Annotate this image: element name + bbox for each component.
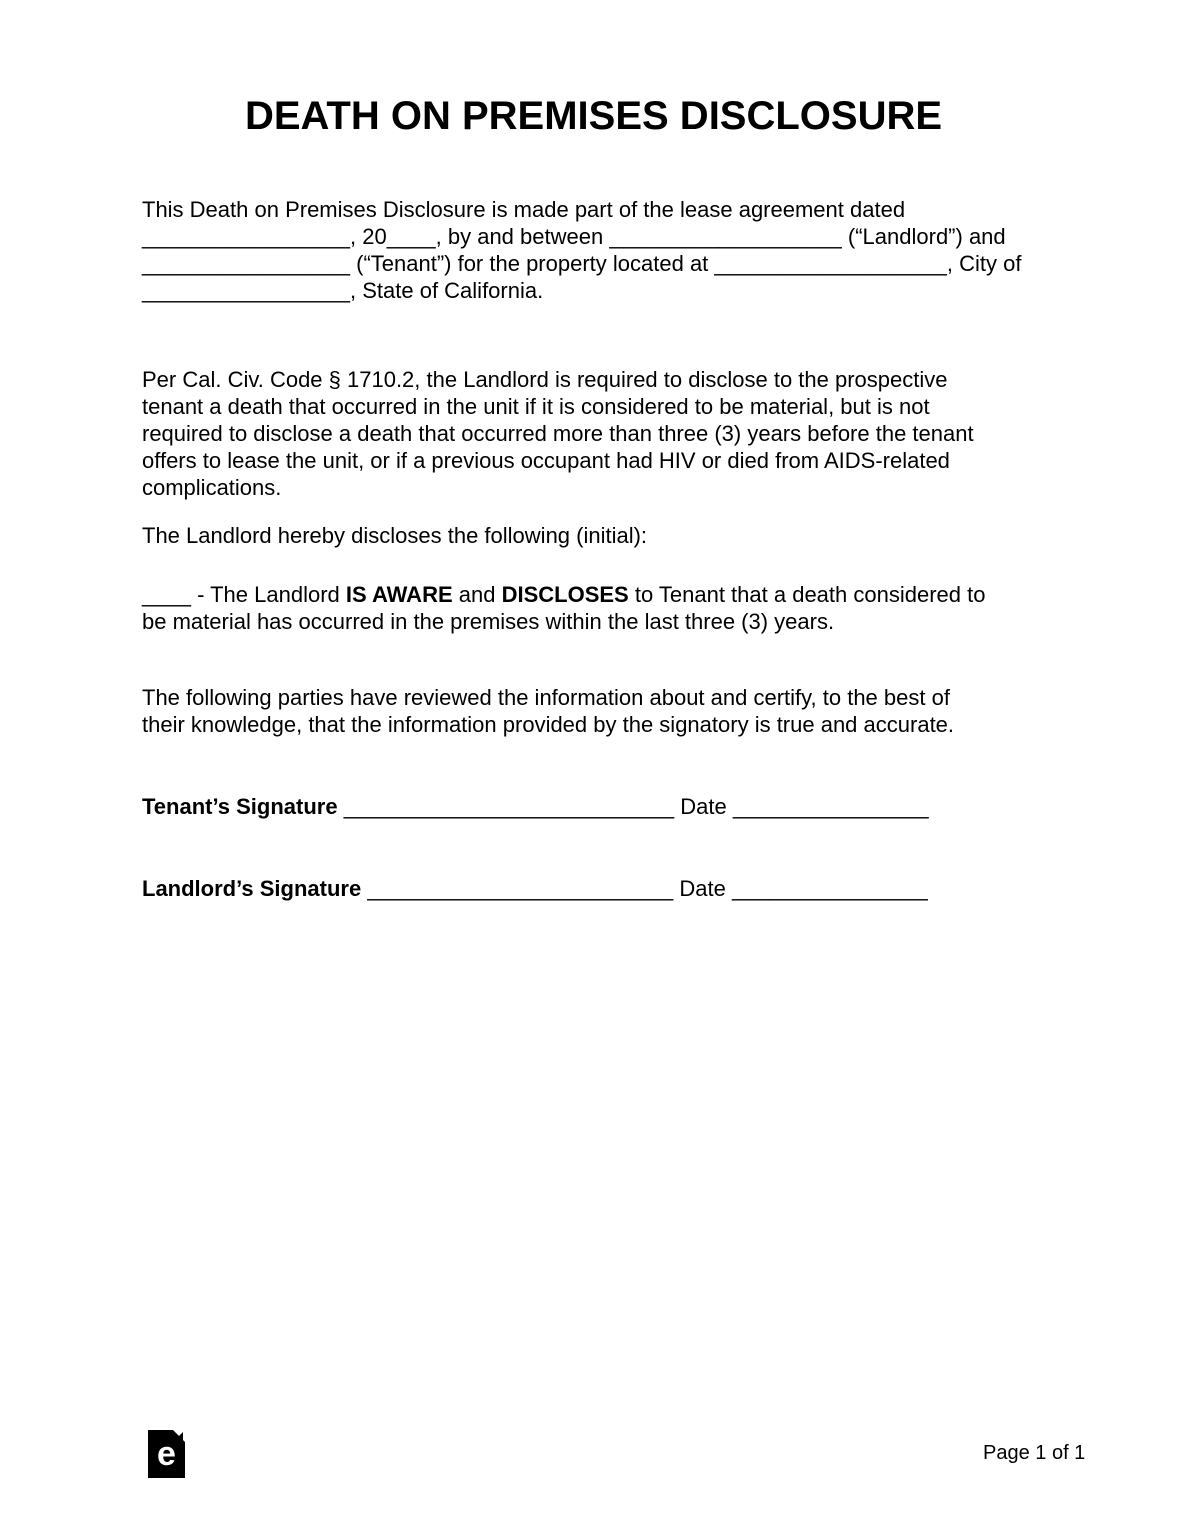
text-line [142, 793, 1082, 820]
tenant-signature-row [142, 793, 1082, 820]
clause-text-bold: DISCLOSES [501, 582, 629, 607]
landlord-signature-label: Landlord’s Signature [142, 876, 362, 901]
landlord-signature-field[interactable]: _________________________ [367, 876, 674, 901]
text-line: required to disclose a death that occurred more than three (3) years before the tenant [142, 421, 974, 446]
text-line: their knowledge, that the information provided by the signatory is true and accurate. [142, 712, 955, 737]
document-title: DEATH ON PREMISES DISCLOSURE [244, 94, 943, 138]
text-line: _________________, 20____, by and between ___________________ (“Landlord”) and [142, 224, 1006, 249]
landlord-date-label: Date [679, 876, 726, 901]
tenant-date-label: Date [680, 794, 727, 819]
eforms-logo [148, 1430, 185, 1478]
text-line: Per Cal. Civ. Code § 1710.2, the Landlord is required to disclose to the prospective [142, 367, 948, 392]
text-line: _________________, State of California. [142, 278, 544, 303]
eforms-logo-letter: e [157, 1435, 176, 1473]
text-line: _________________ (“Tenant”) for the property located at ___________________, City of [142, 251, 1022, 276]
clause-text-bold: IS AWARE [345, 582, 453, 607]
discloses-intro-line [142, 522, 1082, 549]
tenant-signature-field[interactable]: ___________________________ [343, 794, 675, 819]
tenant-signature-label: Tenant’s Signature [142, 794, 338, 819]
clause-text: and [452, 582, 502, 607]
statute-paragraph [142, 366, 1082, 501]
disclosure-initial-clause [142, 581, 1082, 635]
text-line: be material has occurred in the premises within the last three (3) years. [142, 609, 835, 634]
landlord-signature-row [142, 875, 1082, 902]
text-line: The Landlord hereby discloses the following (initial): [142, 523, 648, 548]
landlord-date-field[interactable]: ________________ [731, 876, 928, 901]
text-line: The following parties have reviewed the information about and certify, to the best of [142, 685, 950, 710]
certification-paragraph [142, 684, 1082, 738]
text-line [142, 875, 1082, 902]
text-line [142, 581, 1082, 608]
clause-text: - The Landlord [190, 582, 346, 607]
text-line: offers to lease the unit, or if a previous occupant had HIV or died from AIDS-related [142, 448, 950, 473]
text-line: complications. [142, 475, 282, 500]
tenant-date-field[interactable]: ________________ [732, 794, 929, 819]
initial-blank-field[interactable]: ____ [142, 582, 191, 607]
clause-text: to Tenant that a death considered to [628, 582, 986, 607]
page-number-indicator: Page 1 of 1 [983, 1442, 1086, 1464]
intro-paragraph [142, 196, 1082, 304]
text-line: This Death on Premises Disclosure is made part of the lease agreement dated [142, 197, 906, 222]
text-line: tenant a death that occurred in the unit if it is considered to be material, but is not [142, 394, 930, 419]
